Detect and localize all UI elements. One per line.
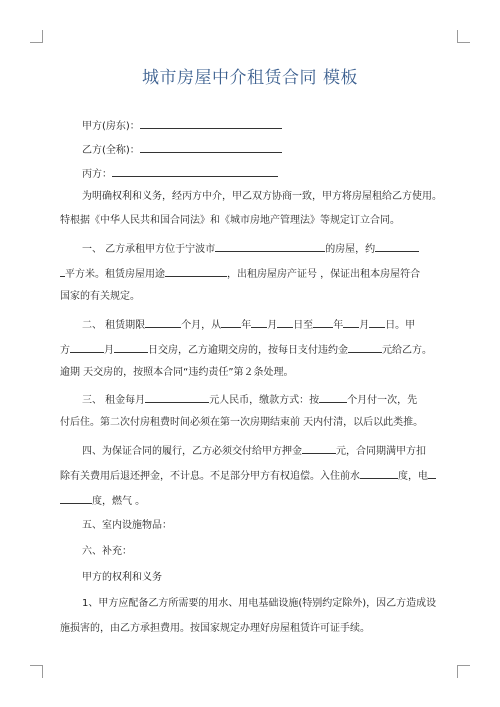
clause-1-line-3: 国家的有关规定。 — [60, 291, 140, 302]
party-b-line: 乙方(全称)： — [82, 141, 464, 158]
blank — [140, 141, 282, 153]
document-title: 城市房屋中介租赁合同 模板 — [142, 68, 358, 88]
rights-item-1-line-2: 施损害的，由乙方承担费用。按国家规定办理好房屋租赁许可证手续。 — [60, 623, 370, 634]
clause-6: 六、补充： — [82, 546, 132, 557]
blank — [428, 467, 436, 479]
rights-item-1-line-1: 1、甲方应配备乙方所需要的用水、用电基础设施(特别约定除外)，因乙方造成设 — [82, 598, 437, 609]
blank — [251, 316, 267, 328]
intro-line-1: 为明确权利和义务，经丙方中介，甲乙双方协商一致，甲方将房屋租给乙方使用。 — [82, 191, 442, 202]
crop-mark-top-left — [30, 30, 43, 43]
clause-2-line-1: 二、 租赁期限 个月，从 年 月 日至 年 月 日。甲 — [82, 316, 464, 333]
crop-mark-bottom-left — [30, 665, 43, 678]
blank — [60, 492, 92, 504]
blank — [145, 316, 181, 328]
blank — [277, 316, 293, 328]
intro-line-2: 特根据《中华人民共和国合同法》和《城市房地产管理法》等规定订立合同。 — [60, 215, 400, 226]
blank — [348, 341, 382, 353]
clause-3-line-2: 付后住。第二次付房租费时间必须在第一次房期结束前 天内付清，以后以此类推。 — [60, 417, 424, 428]
blank — [313, 316, 333, 328]
blank — [112, 165, 278, 177]
blank — [114, 341, 148, 353]
clause-4-line-1: 四、为保证合同的履行，乙方必须交付给甲方押金 元，合同期满甲方扣 — [82, 442, 464, 459]
clause-2-line-3: 逾期 天交房的，按照本合同“违约责任”第２条处理。 — [60, 367, 294, 378]
blank — [319, 391, 347, 403]
clause-2-line-2: 方 月 日交房，乙方逾期交房的，按每日支付违约金 元给乙方。 — [60, 341, 442, 358]
blank — [215, 240, 325, 252]
blank — [145, 391, 209, 403]
party-c-line: 丙方： — [82, 165, 464, 182]
clause-5: 五、室内设施物品： — [82, 520, 172, 531]
blank — [360, 467, 398, 479]
blank — [221, 316, 241, 328]
blank — [343, 316, 359, 328]
crop-mark-bottom-right — [457, 665, 470, 678]
clause-3-line-1: 三、 租金每月 元人民币，缴款方式：按 个月付一次，先 — [82, 391, 464, 408]
blank — [165, 265, 227, 277]
crop-mark-top-right — [457, 30, 470, 43]
section-heading-rights: 甲方的权利和义务 — [82, 572, 162, 583]
clause-1-line-2: 平方米。租赁房屋用途 ，出租房屋房产证号 ，保证出租本房屋符合 — [60, 265, 442, 282]
clause-4-line-2: 除有关费用后退还押金，不计息。不足部分甲方有权追偿。入住前水 度，电 — [60, 467, 442, 484]
blank — [369, 316, 385, 328]
blank — [302, 442, 336, 454]
blank — [70, 341, 104, 353]
blank — [375, 240, 419, 252]
party-a-line: 甲方(房东)： — [82, 117, 464, 134]
clause-1-line-1: 一、 乙方承租甲方位于宁波市 的房屋，约 — [82, 240, 464, 257]
blank — [140, 117, 282, 129]
clause-4-line-3: 度，燃气 。 — [60, 492, 442, 509]
